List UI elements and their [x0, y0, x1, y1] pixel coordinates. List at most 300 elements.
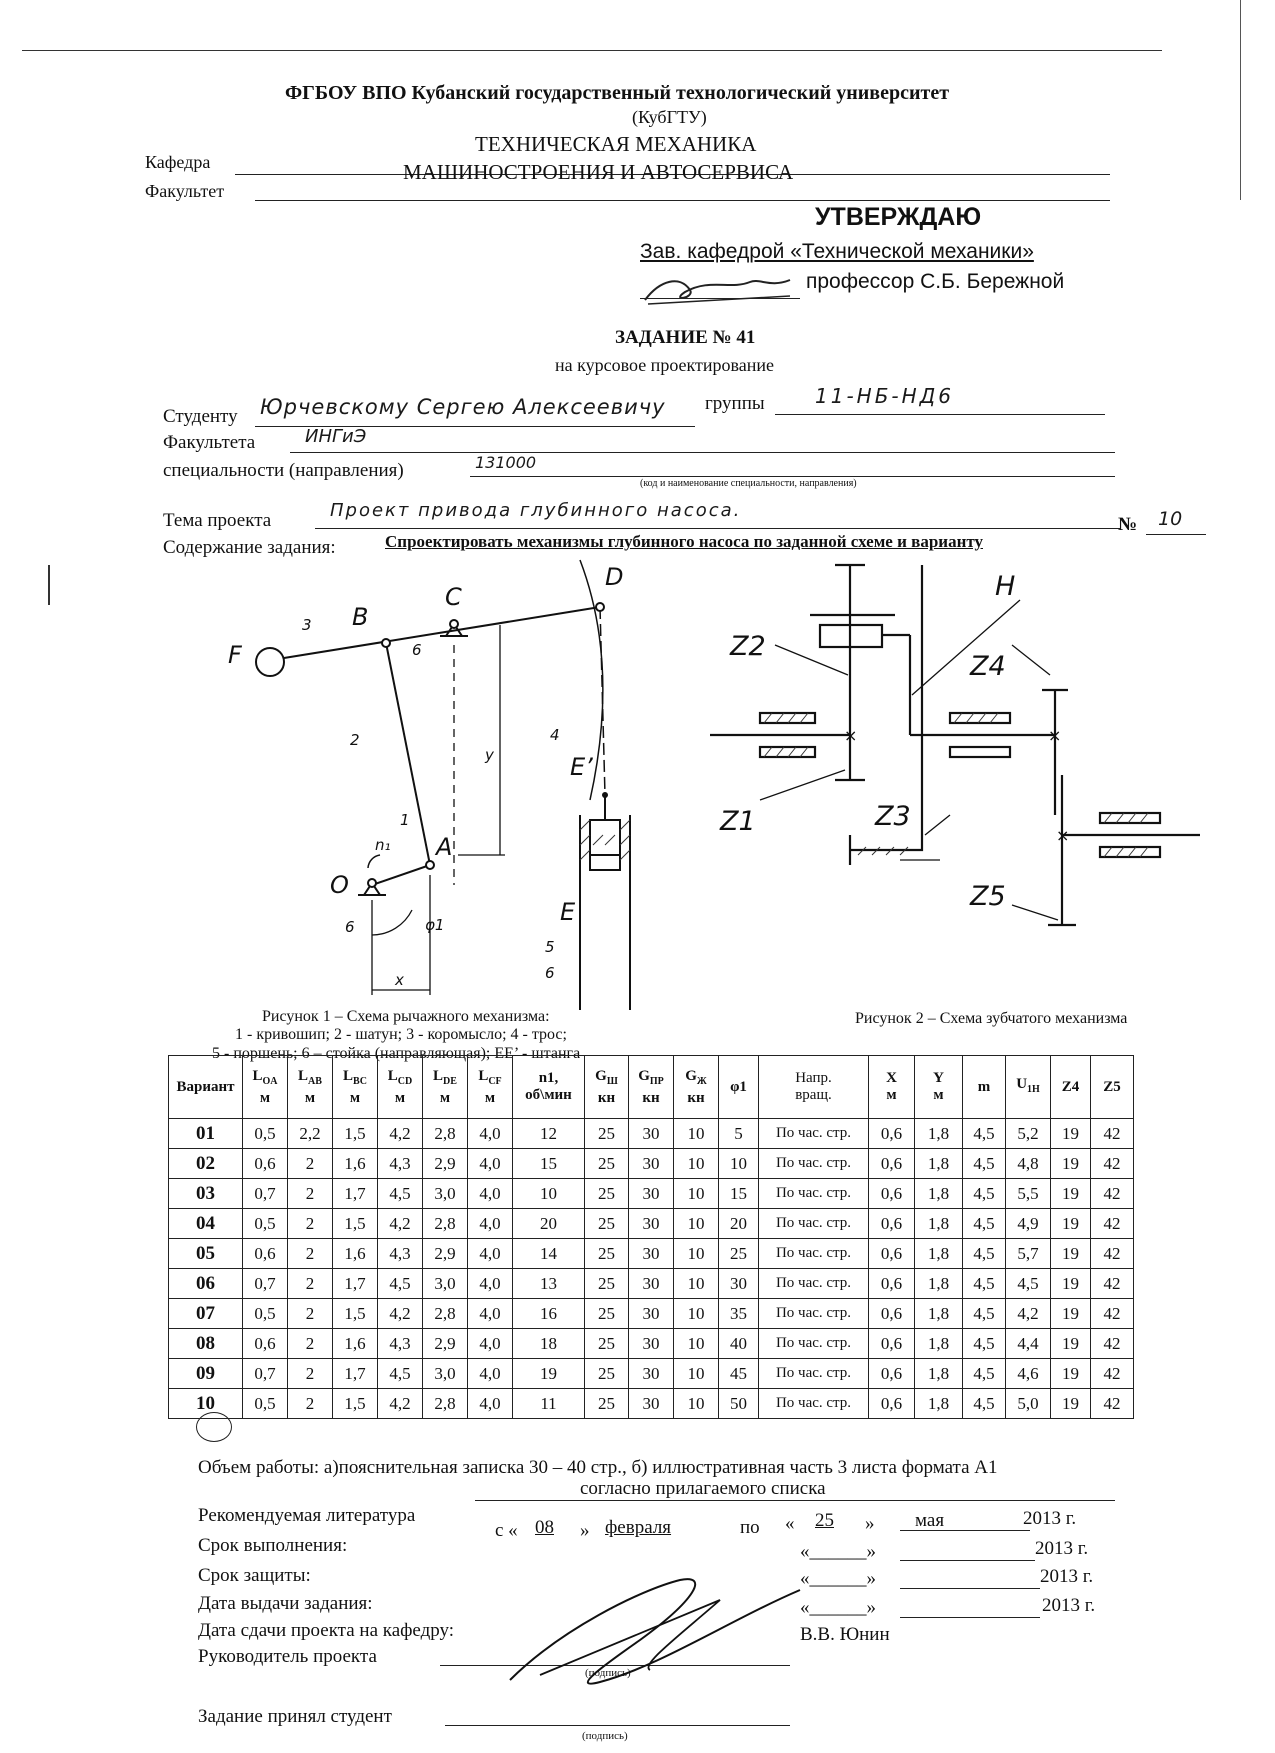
submit-blank: «______» [800, 1597, 876, 1618]
table-cell: 2 [288, 1359, 333, 1389]
table-cell: 3,0 [423, 1359, 468, 1389]
table-cell: 4,2 [378, 1299, 423, 1329]
th-lde: $L_{DE}$ м [423, 1056, 468, 1119]
content-value: Спроектировать механизмы глубинного насоса по заданной схеме и варианту [385, 532, 983, 551]
table-cell: 30 [629, 1299, 674, 1329]
table-cell: По час. стр. [759, 1179, 869, 1209]
label-Z3: Z3 [875, 801, 911, 832]
label-y: y [485, 746, 494, 764]
student-name: Юрчевскому Сергею Алексеевичу [260, 395, 666, 419]
table-cell: 3,0 [423, 1179, 468, 1209]
table-cell: 0,6 [869, 1239, 915, 1269]
table-cell: 4,0 [468, 1269, 513, 1299]
table-cell: 25 [585, 1209, 629, 1239]
table-cell: 4,5 [963, 1269, 1006, 1299]
issue-blank: «______» [800, 1568, 876, 1589]
topic-value: Проект привода глубинного насоса. [330, 500, 742, 521]
table-cell: 5,5 [1006, 1179, 1051, 1209]
table-cell: 42 [1091, 1269, 1134, 1299]
table-cell: 10 [674, 1209, 719, 1239]
table-cell: 0,6 [869, 1119, 915, 1149]
label-D: D [605, 563, 624, 591]
table-cell: 0,5 [243, 1209, 288, 1239]
faculty-value: МАШИНОСТРОЕНИЯ И АВТОСЕРВИСА [403, 160, 794, 184]
table-cell: 0,6 [243, 1149, 288, 1179]
deadline-from: с « [495, 1520, 518, 1541]
table-cell: 4,5 [963, 1329, 1006, 1359]
table-row [169, 1329, 1134, 1359]
table-cell: 25 [585, 1269, 629, 1299]
table-cell: 25 [585, 1389, 629, 1419]
figure1-lever-mechanism [200, 555, 670, 1010]
variant-number-cell: 06 [169, 1269, 243, 1299]
table-cell: 20 [513, 1209, 585, 1239]
label-O: O [330, 871, 349, 899]
label-phi: φ1 [425, 916, 445, 934]
table-cell: 10 [674, 1119, 719, 1149]
table-cell: 10 [674, 1389, 719, 1419]
table-cell: 30 [629, 1359, 674, 1389]
table-cell: 0,6 [869, 1179, 915, 1209]
table-cell: 0,6 [869, 1329, 915, 1359]
table-cell: 12 [513, 1119, 585, 1149]
table-cell: 5,2 [1006, 1119, 1051, 1149]
table-cell: 0,7 [243, 1179, 288, 1209]
label-Z2: Z2 [730, 631, 766, 662]
student-label: Студенту [163, 406, 238, 427]
variant-number-cell: 02 [169, 1149, 243, 1179]
th-m: m [963, 1056, 1006, 1119]
table-cell: 2 [288, 1329, 333, 1359]
table-cell: 19 [513, 1359, 585, 1389]
table-cell: 4,2 [1006, 1299, 1051, 1329]
th-loa: $L_{OA}$ м [243, 1056, 288, 1119]
th-lcd: $L_{CD}$ м [378, 1056, 423, 1119]
table-cell: 4,2 [378, 1119, 423, 1149]
label-4: 4 [550, 726, 560, 744]
th-direction: Напр. вращ. [759, 1056, 869, 1119]
table-cell: 4,5 [963, 1389, 1006, 1419]
table-cell: 4,2 [378, 1209, 423, 1239]
table-cell: По час. стр. [759, 1119, 869, 1149]
table-cell: 0,5 [243, 1119, 288, 1149]
variant-number-cell: 03 [169, 1179, 243, 1209]
table-cell: 19 [1051, 1239, 1091, 1269]
table-cell: 1,8 [915, 1359, 963, 1389]
university-name: ФГБОУ ВПО Кубанский государственный технологический университет [285, 82, 950, 104]
faculty2-line [290, 452, 1115, 453]
supervisor-label: Руководитель проекта [198, 1646, 377, 1667]
table-cell: 4,0 [468, 1119, 513, 1149]
label-B: B [352, 603, 369, 631]
table-cell: 1,6 [333, 1239, 378, 1269]
table-cell: 42 [1091, 1239, 1134, 1269]
table-cell: 4,5 [378, 1269, 423, 1299]
table-cell: 1,7 [333, 1269, 378, 1299]
table-cell: 10 [674, 1179, 719, 1209]
university-abbr: (КубГТУ) [632, 107, 707, 127]
th-gpr: $G_{ПР}$ кн [629, 1056, 674, 1119]
table-cell: 0,6 [869, 1209, 915, 1239]
table-cell: 1,8 [915, 1389, 963, 1419]
label-1: 1 [400, 811, 410, 829]
table-cell: 0,6 [869, 1389, 915, 1419]
faculty2-value: ИНГиЭ [305, 426, 367, 447]
table-cell: 4,5 [963, 1179, 1006, 1209]
table-cell: 25 [585, 1149, 629, 1179]
table-cell: 1,7 [333, 1359, 378, 1389]
table-cell: 25 [719, 1239, 759, 1269]
submit-year: 2013 г. [1042, 1595, 1096, 1616]
table-cell: 20 [719, 1209, 759, 1239]
defense-year: 2013 г. [1035, 1538, 1089, 1559]
table-cell: 1,5 [333, 1209, 378, 1239]
label-Ep: E’ [570, 753, 593, 781]
figure2-gear-mechanism [700, 555, 1220, 955]
table-cell: 2 [288, 1269, 333, 1299]
table-cell: 2,8 [423, 1119, 468, 1149]
table-cell: 11 [513, 1389, 585, 1419]
table-row [169, 1209, 1134, 1239]
table-cell: 0,6 [243, 1239, 288, 1269]
table-cell: 4,0 [468, 1389, 513, 1419]
table-cell: 2 [288, 1209, 333, 1239]
lit-value: согласно прилагаемого списка [580, 1478, 826, 1499]
table-row [169, 1389, 1134, 1419]
table-cell: 10 [674, 1239, 719, 1269]
variant-number-cell: 07 [169, 1299, 243, 1329]
table-cell: 19 [1051, 1209, 1091, 1239]
table-cell: 0,7 [243, 1269, 288, 1299]
table-cell: 30 [629, 1329, 674, 1359]
table-cell: 5,0 [1006, 1389, 1051, 1419]
issue-line [900, 1588, 1040, 1589]
svg-text:×: × [844, 726, 858, 745]
deadline-label: Срок выполнения: [198, 1535, 348, 1556]
table-cell: 30 [629, 1209, 674, 1239]
table-cell: 25 [585, 1179, 629, 1209]
table-cell: 0,6 [869, 1269, 915, 1299]
table-cell: 4,0 [468, 1299, 513, 1329]
variant-number-cell: 04 [169, 1209, 243, 1239]
accepted-label: Задание принял студент [198, 1706, 392, 1727]
table-cell: 0,5 [243, 1389, 288, 1419]
variant-number-cell: 01 [169, 1119, 243, 1149]
figure1-caption1: Рисунок 1 – Схема рычажного механизма: [262, 1008, 550, 1025]
table-cell: 4,4 [1006, 1329, 1051, 1359]
scan-left-mark [48, 565, 50, 605]
deadline-day2: 25 [815, 1510, 834, 1531]
table-cell: 25 [585, 1239, 629, 1269]
label-3: 3 [302, 616, 312, 634]
table-cell: 25 [585, 1299, 629, 1329]
table-cell: 2,9 [423, 1329, 468, 1359]
group-label: группы [705, 393, 765, 414]
label-6b: 6 [345, 918, 355, 936]
table-cell: 1,8 [915, 1149, 963, 1179]
supervisor-signature [480, 1570, 810, 1700]
label-Z4: Z4 [970, 651, 1006, 682]
table-cell: 4,0 [468, 1329, 513, 1359]
deadline-day1: 08 [535, 1517, 554, 1538]
approval-line2: профессор С.Б. Бережной [806, 270, 1065, 293]
table-cell: 15 [719, 1179, 759, 1209]
table-cell: 1,6 [333, 1329, 378, 1359]
spec-label: специальности (направления) [163, 460, 404, 481]
table-cell: 4,5 [963, 1359, 1006, 1389]
table-cell: 4,6 [1006, 1359, 1051, 1389]
table-cell: 2,8 [423, 1209, 468, 1239]
table-cell: 10 [674, 1329, 719, 1359]
table-cell: 10 [674, 1269, 719, 1299]
th-z4: Z4 [1051, 1056, 1091, 1119]
table-cell: 5 [719, 1119, 759, 1149]
accepted-sign-note: (подпись) [582, 1730, 628, 1742]
table-cell: По час. стр. [759, 1269, 869, 1299]
approval-title: УТВЕРЖДАЮ [815, 203, 982, 231]
supervisor-sign-note: (подпись) [585, 1667, 631, 1679]
table-cell: 30 [629, 1149, 674, 1179]
table-cell: 0,6 [869, 1359, 915, 1389]
label-Z5: Z5 [970, 881, 1006, 912]
table-cell: По час. стр. [759, 1209, 869, 1239]
table-cell: 1,5 [333, 1299, 378, 1329]
variant-number-cell: 09 [169, 1359, 243, 1389]
label-6a: 6 [412, 641, 422, 659]
table-cell: 42 [1091, 1389, 1134, 1419]
label-E: E [560, 898, 576, 926]
figure1-caption3: 5 - поршень; 6 – стойка (направляющая); ЕЕ’ - штанга [212, 1045, 581, 1062]
table-cell: 4,9 [1006, 1209, 1051, 1239]
table-cell: 30 [629, 1179, 674, 1209]
table-cell: 42 [1091, 1329, 1134, 1359]
topic-line [315, 528, 1120, 529]
kafedra-value: ТЕХНИЧЕСКАЯ МЕХАНИКА [475, 132, 757, 156]
submit-line [900, 1617, 1040, 1618]
table-row [169, 1359, 1134, 1389]
table-cell: 0,6 [869, 1299, 915, 1329]
accepted-line [445, 1725, 790, 1726]
table-cell: 1,8 [915, 1209, 963, 1239]
deadline-month1: февраля [605, 1517, 672, 1538]
group-line [775, 414, 1105, 415]
table-cell: 14 [513, 1239, 585, 1269]
table-cell: 25 [585, 1119, 629, 1149]
deadline-q3: » [865, 1513, 875, 1534]
table-cell: 42 [1091, 1359, 1134, 1389]
table-cell: 0,6 [243, 1329, 288, 1359]
label-n1: n₁ [375, 836, 391, 854]
table-cell: 4,3 [378, 1149, 423, 1179]
table-cell: 2 [288, 1389, 333, 1419]
table-cell: По час. стр. [759, 1329, 869, 1359]
label-A: A [436, 833, 453, 861]
table-cell: 25 [585, 1329, 629, 1359]
variant-number-cell: 10 [169, 1389, 243, 1419]
assignment-subtitle: на курсовое проектирование [555, 355, 775, 375]
table-cell: По час. стр. [759, 1149, 869, 1179]
table-row [169, 1119, 1134, 1149]
deadline-to: по [740, 1517, 760, 1538]
th-gsh: $G_Ш$ кн [585, 1056, 629, 1119]
table-cell: 4,5 [963, 1119, 1006, 1149]
deadline-line [900, 1530, 1030, 1531]
supervisor-name: В.В. Юнин [800, 1624, 890, 1645]
deadline-year: 2013 г. [1023, 1508, 1077, 1529]
table-cell: 1,7 [333, 1179, 378, 1209]
lit-label: Рекомендуемая литература [198, 1505, 416, 1526]
table-cell: 10 [674, 1149, 719, 1179]
table-cell: 4,8 [1006, 1149, 1051, 1179]
table-cell: 4,5 [378, 1359, 423, 1389]
deadline-month2: мая [915, 1510, 945, 1531]
th-phi: φ1 [719, 1056, 759, 1119]
table-cell: 2,9 [423, 1239, 468, 1269]
faculty-line [255, 200, 1110, 201]
table-cell: 19 [1051, 1329, 1091, 1359]
table-cell: 42 [1091, 1299, 1134, 1329]
table-cell: 5,7 [1006, 1239, 1051, 1269]
table-cell: 42 [1091, 1149, 1134, 1179]
deadline-q2: « [785, 1513, 795, 1534]
spec-line [470, 476, 1115, 477]
label-6c: 6 [545, 964, 555, 982]
table-cell: 2,8 [423, 1389, 468, 1419]
table-cell: По час. стр. [759, 1299, 869, 1329]
table-cell: 1,8 [915, 1119, 963, 1149]
table-cell: 1,8 [915, 1179, 963, 1209]
variant-number-cell: 08 [169, 1329, 243, 1359]
table-cell: 0,6 [869, 1149, 915, 1179]
spec-note: (код и наименование специальности, направления) [640, 478, 857, 489]
table-cell: 4,5 [963, 1209, 1006, 1239]
table-cell: 1,6 [333, 1149, 378, 1179]
table-cell: По час. стр. [759, 1239, 869, 1269]
table-cell: 2 [288, 1299, 333, 1329]
table-cell: 3,0 [423, 1269, 468, 1299]
label-H: H [995, 571, 1016, 602]
svg-text:×: × [1048, 726, 1062, 745]
svg-text:×: × [1056, 826, 1070, 845]
table-cell: 1,8 [915, 1329, 963, 1359]
table-cell: 1,8 [915, 1269, 963, 1299]
kafedra-label: Кафедра [145, 152, 211, 172]
table-cell: 4,0 [468, 1359, 513, 1389]
table-row [169, 1149, 1134, 1179]
label-Z1: Z1 [720, 806, 756, 837]
table-cell: 30 [629, 1119, 674, 1149]
assignment-title: ЗАДАНИЕ № 41 [615, 327, 756, 348]
faculty2-label: Факультета [163, 432, 256, 453]
table-cell: 10 [513, 1179, 585, 1209]
table-cell: 2,9 [423, 1149, 468, 1179]
variant-line [1146, 534, 1206, 535]
lit-line [475, 1500, 1115, 1501]
table-cell: 30 [629, 1389, 674, 1419]
issue-label: Дата выдачи задания: [198, 1593, 373, 1614]
table-cell: 50 [719, 1389, 759, 1419]
table-cell: 4,5 [1006, 1269, 1051, 1299]
label-5: 5 [545, 938, 555, 956]
submit-label: Дата сдачи проекта на кафедру: [198, 1620, 455, 1641]
table-cell: 1,5 [333, 1389, 378, 1419]
table-cell: 42 [1091, 1179, 1134, 1209]
table-cell: 2,2 [288, 1119, 333, 1149]
table-cell: 1,5 [333, 1119, 378, 1149]
table-row [169, 1269, 1134, 1299]
table-cell: 19 [1051, 1119, 1091, 1149]
th-z5: Z5 [1091, 1056, 1134, 1119]
th-x: X м [869, 1056, 915, 1119]
table-cell: 4,5 [378, 1179, 423, 1209]
table-cell: 2,8 [423, 1299, 468, 1329]
table-cell: 19 [1051, 1359, 1091, 1389]
table-cell: 4,3 [378, 1239, 423, 1269]
table-cell: 30 [629, 1269, 674, 1299]
table-cell: 1,8 [915, 1299, 963, 1329]
table-cell: 25 [585, 1359, 629, 1389]
scan-top-border [22, 50, 1162, 51]
group-value: 11-НБ-НД6 [815, 384, 955, 408]
table-row [169, 1299, 1134, 1329]
volume-text: Объем работы: а)пояснительная записка 30 – 40 стр., б) иллюстративная часть 3 листа формата А1 [198, 1457, 998, 1478]
deadline-q1: » [580, 1520, 590, 1541]
table-cell: 19 [1051, 1149, 1091, 1179]
table-cell: По час. стр. [759, 1359, 869, 1389]
defense-label: Срок защиты: [198, 1565, 311, 1586]
th-lab: $L_{AB}$ м [288, 1056, 333, 1119]
variants-table [168, 1055, 1134, 1419]
table-cell: 16 [513, 1299, 585, 1329]
table-cell: 19 [1051, 1389, 1091, 1419]
table-cell: По час. стр. [759, 1389, 869, 1419]
th-variant: Вариант [169, 1056, 243, 1119]
table-cell: 4,5 [963, 1239, 1006, 1269]
defense-line [900, 1560, 1035, 1561]
th-n1: n1, об\мин [513, 1056, 585, 1119]
faculty-label: Факультет [145, 181, 225, 201]
label-2: 2 [350, 731, 360, 749]
th-gzh: $G_Ж$ кн [674, 1056, 719, 1119]
topic-label: Тема проекта [163, 510, 272, 531]
table-cell: 4,0 [468, 1179, 513, 1209]
table-cell: 13 [513, 1269, 585, 1299]
th-u1h: $U_{1H}$ [1006, 1056, 1051, 1119]
table-cell: 35 [719, 1299, 759, 1329]
table-cell: 45 [719, 1359, 759, 1389]
variant-10-circle [196, 1412, 232, 1442]
issue-year: 2013 г. [1040, 1566, 1094, 1587]
approval-signature [640, 270, 800, 310]
table-cell: 2 [288, 1149, 333, 1179]
table-cell: 4,3 [378, 1329, 423, 1359]
table-cell: 2 [288, 1239, 333, 1269]
table-cell: 2 [288, 1179, 333, 1209]
table-cell: 40 [719, 1329, 759, 1359]
table-header-row [169, 1056, 1134, 1119]
table-cell: 4,5 [963, 1149, 1006, 1179]
variant-value: 10 [1158, 508, 1183, 530]
table-cell: 18 [513, 1329, 585, 1359]
table-cell: 10 [674, 1359, 719, 1389]
table-cell: 10 [674, 1299, 719, 1329]
table-cell: 4,5 [963, 1299, 1006, 1329]
label-C: C [445, 583, 462, 611]
table-cell: 30 [719, 1269, 759, 1299]
table-cell: 19 [1051, 1179, 1091, 1209]
content-no: № [1118, 514, 1138, 535]
scan-right-border [1240, 0, 1241, 200]
